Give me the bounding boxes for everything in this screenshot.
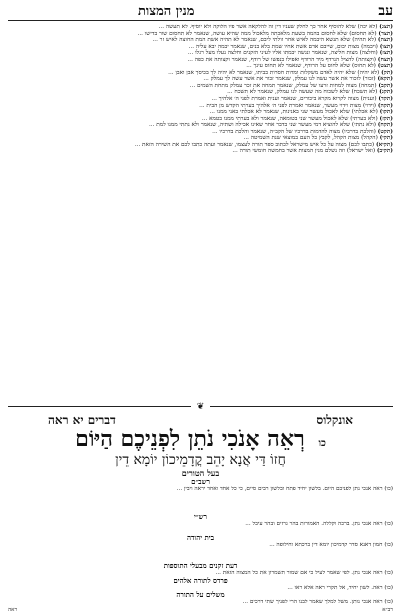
mitzvah-number: (תקב): [378, 82, 393, 89]
mitzvah-number: (תצו): [379, 43, 393, 50]
torah-commentary: (כו) ראה. לשון יחיד, אל תקרי ראה אלא ראו ...: [287, 585, 393, 591]
mitzvah-number: (תקד): [378, 96, 393, 103]
rashbam-heading: רשב״ם: [191, 477, 210, 486]
mitzvah-text: (לא תחוס) שלא לחוס על הרודף, שנאמר לא תחוס עינך ...: [246, 63, 376, 70]
mitzvah-text: (והלכת בדרכיו) מצוה להדמות בדרכיו של הקב״ה, שנאמר והלכת בדרכיו ...: [212, 128, 376, 135]
mitzvah-text: (לא תשכח) שלא לשכוח מה שעשה לנו עמלק, שנאמר לא תשכח ...: [227, 89, 378, 96]
baal-haturim-heading: בעל הטורים: [181, 468, 220, 478]
mitzvah-text: (וענית) מצוה לקרוא מקרא ביכורים, שנאמר וענית ואמרת לפני ה׳ אלהיך ...: [211, 96, 377, 103]
mitzvah-number: (תקיב): [376, 148, 393, 155]
footer-catchword: ראה: [8, 607, 18, 613]
rashi-commentary: (כו) ראה אנכי נתן. ברכה וקללה. האמורות בהר גרזים ובהר עיבל ...: [245, 521, 393, 527]
mitzvah-number: (תקה): [377, 102, 393, 109]
yonatan-commentary: (כו) חמון דאנא סדר קדמיכון יומא דין ברכתא וחילופה ...: [269, 542, 393, 548]
mitzvah-text: (ולא נתתי) שלא להוציא דמי מעשר שני בדבר אחר שאינו אכילה ושתיה, שנאמר ולא נתתי ממנו למת ...: [149, 122, 376, 129]
mishlei-commentary: (כו) ראה אנכי נותן. משל למלך שאמר לבנו הרי לפניך שתי דרכים ...: [242, 599, 393, 605]
mitzvah-number: (תצג): [379, 24, 393, 30]
tosafot-heading: דעת זקנים מבעלי התוספות: [163, 561, 238, 570]
mitzvah-text: (לא תהיה) שלא תנשא היבמה לאיש אחר זולתי ליבם, שנאמר לא תהיה אשת המת החוצה לאיש זר ...: [152, 37, 377, 44]
page-title: מנין המצות: [138, 4, 195, 19]
mitzvah-number: (תקו): [379, 109, 393, 116]
footer-signature: רב״א: [382, 607, 393, 613]
mitzvah-text: (זכור) לזכור את אשר עשה לנו עמלק, שנאמר זכור את אשר עשה לך עמלק ...: [203, 76, 376, 83]
ornament-icon: ❦: [191, 402, 211, 412]
mitzvah-number: (תצח): [377, 56, 393, 63]
targum-text: חֲזוֹ דַּי אֲנָא יָהֵב קֳדָמֵיכוֹן יוֹמָא דֵין: [115, 452, 286, 468]
rashbam-commentary: (כו) ראה אנכי נתן לפניכם היום. בלשון יחיד פתח ובלשון רבים סיים, כי כל אחד ואחד יראה ויבין ...: [176, 486, 393, 492]
band-onkelos: אונקלוס: [316, 413, 353, 427]
mitzvah-text: (וידוי) מצות וידוי מעשר, שנאמר ואמרת לפני ה׳ אלהיך בערתי הקדש מן הבית ...: [199, 102, 377, 109]
divider-ornament: [8, 402, 393, 411]
mitzvah-text: (לא אכלתי) שלא לאכול מעשר שני באנינות, שנאמר לא אכלתי באני ממנו ...: [209, 109, 378, 116]
mitzvah-text: (תמחה) מצוה למחות זרעו של עמלק, שנאמר תמחה את זכר עמלק מתחת השמים ...: [189, 82, 377, 89]
mitzvah-number: (תקג): [379, 89, 393, 96]
verse-text: רְאֵה אָנֹכִי נֹתֵן לִפְנֵיכֶם הַיּוֹם: [75, 427, 305, 452]
mitzvah-text: (וקצותה) להציל הנרדף מיד הרודף ואפילו בנפשו של רודף, שנאמר וקצותה את כפה ...: [187, 56, 376, 63]
mitzvah-text: (לא תחסום) שלא לחסום בהמה בשעת מלאכתה מלאכול ממה שהיא עושה, שנאמר לא תחסום שור בדישו ...: [137, 30, 377, 37]
tosafot-commentary: (כו) ראה אנכי נתן. לפי שאמר לעיל כי אם שמור תשמרון את כל המצוה הזאת ...: [215, 570, 393, 576]
mitzvah-number: (תקט): [377, 128, 393, 135]
rashi-heading: רש״י: [194, 512, 207, 521]
mitzvah-item: [8, 148, 393, 155]
mitzvah-number: (תקז): [379, 115, 393, 122]
verse: [8, 427, 393, 452]
mitzvah-number: (תצה): [377, 37, 393, 44]
band-parasha: דברים יא ראה: [48, 413, 116, 427]
mitzvah-text: (לא יכה) שלא להוסיף אחר כך לחלק שעניו דין זה להלקאה אשר פיו הלוקה ולא יוסיף. לא תעשה ...: [158, 24, 378, 30]
mitzvah-number: (תצט): [377, 63, 393, 70]
mitzvah-number: (תקי): [379, 135, 393, 142]
mitzvah-number: (תצז): [379, 50, 393, 57]
page-footer: [8, 607, 393, 614]
mitzvah-text: (ויבמה) מצות יבום, שייבם אדם אשת אחיו שמת בלא בנים, שנאמר יבמה יבא עליה ...: [188, 43, 378, 50]
mitzvah-text: (וחלצה) מצות חליצה, שנאמר ונגשה יבמתו אליו לעיני הזקנים וחלצה נעלו מעל רגלו ...: [187, 50, 378, 57]
section-band: [8, 413, 393, 427]
mitzvah-number: (תקא): [377, 76, 393, 83]
mitzvah-text: (הקהל) מצות הקהל, לקבץ כל העם במוצאי שנת השמיטה ...: [243, 135, 378, 142]
mitzvah-number: (תצד): [378, 30, 393, 37]
verse-number: כו: [318, 438, 326, 449]
mitzvah-text: (כתבו לכם) מצוה על כל איש מישראל לכתוב ספר תורה לעצמו, שנאמר ועתה כתבו לכם את השירה הזאת ...: [134, 141, 375, 148]
mitzvah-text: (לא יהיה) שלא יהיה לאדם משקלות ומדות חסרות בביתו, שנאמר לא יהיה לך בכיסך אבן ואבן ...: [168, 69, 380, 76]
mitzvah-text: (ולא בערתי) שלא לאכול מעשר שני בטומאה, שנאמר ולא בערתי ממנו בטמא ...: [201, 115, 378, 122]
page-header: [8, 3, 393, 21]
mishlei-heading: משלים על התורה: [176, 590, 225, 599]
mitzvah-text: (ואל ישראל) וזה נשלם מנין המצות אשר בחמשה חומשי תורה ...: [232, 148, 376, 155]
mitzvot-list: [8, 24, 393, 399]
mitzvah-number: (תק): [381, 69, 393, 76]
mitzvah-number: (תקיא): [375, 141, 393, 148]
mitzvah-number: (תקח): [377, 122, 393, 129]
yonatan-heading: בית יהודה: [187, 533, 214, 542]
page-number: עב: [378, 3, 393, 19]
torah-heading: פרדס לתורה אלהים: [173, 576, 228, 585]
